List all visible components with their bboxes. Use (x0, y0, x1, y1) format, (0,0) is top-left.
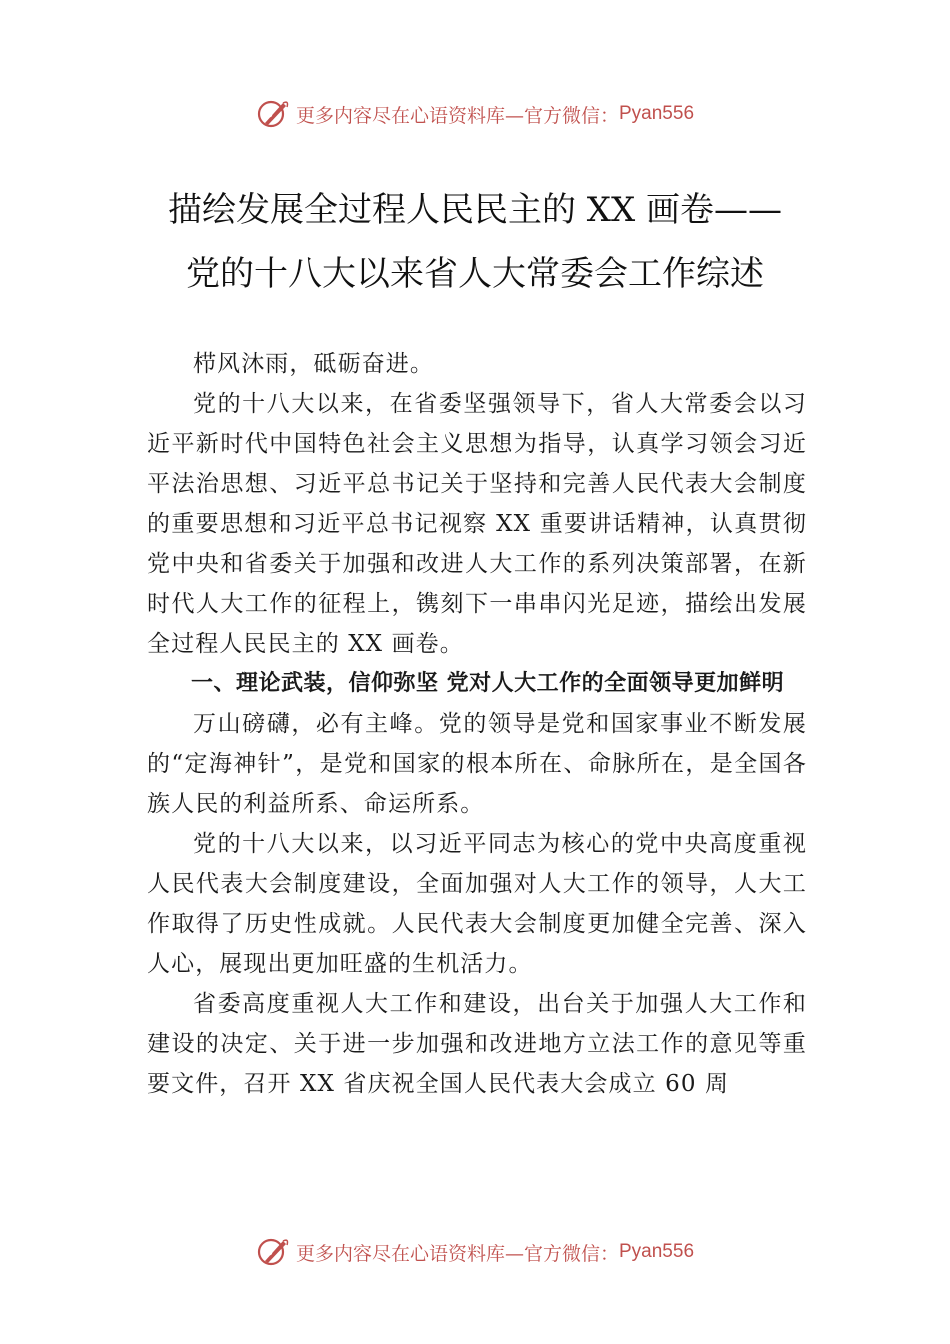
body-paragraph: 省委高度重视人大工作和建设，出台关于加强人大工作和建设的决定、关于进一步加强和改进地方立法工作的意见等重要文件，召开 XX 省庆祝全国人民代表大会成立 60 周 (147, 991, 807, 1097)
body-paragraph: 党的十八大以来，在省委坚强领导下，省人大常委会以习近平新时代中国特色社会主义思想为指导，认真学习领会习近平法治思想、习近平总书记关于坚持和完善人民代表大会制度的重要思想和习近平总书记视察 XX 重要讲话精神，认真贯彻党中央和省委关于加强和改进人大工作的系列决策部署，在新时代人大工作的征程上，镌刻下一串串闪光足迹，描绘出发展全过程人民民主的 XX 画卷。 (147, 391, 807, 657)
watermark-wechat-id: Pyan556 (619, 103, 695, 124)
quill-logo-icon (256, 97, 290, 131)
body-paragraph: 万山磅礴，必有主峰。党的领导是党和国家事业不断发展的“定海神针”，是党和国家的根本所在、命脉所在，是全国各族人民的利益所系、命运所系。 (147, 711, 807, 817)
document-body (147, 344, 807, 1104)
watermark-wechat-id: Pyan556 (619, 1241, 695, 1262)
section-heading: 一、理论武装，信仰弥坚 党对人大工作的全面领导更加鲜明 (191, 671, 785, 696)
quill-logo-icon (256, 1235, 290, 1269)
document-title-line2: 党的十八大以来省人大常委会工作综述 (186, 254, 764, 294)
body-paragraph: 党的十八大以来，以习近平同志为核心的党中央高度重视人民代表大会制度建设，全面加强对人大工作的领导，人大工作取得了历史性成就。人民代表大会制度更加健全完善、深入人心，展现出更加旺盛的生机活力。 (147, 831, 807, 977)
document-title-line1: 描绘发展全过程人民民主的 XX 画卷—— (167, 190, 783, 230)
watermark-header (0, 94, 950, 134)
watermark-footer (0, 1232, 950, 1272)
watermark-text: 更多内容尽在心语资料库—官方微信： (295, 104, 619, 127)
watermark-text: 更多内容尽在心语资料库—官方微信： (295, 1242, 619, 1265)
body-paragraph: 栉风沐雨，砥砺奋进。 (193, 351, 434, 377)
